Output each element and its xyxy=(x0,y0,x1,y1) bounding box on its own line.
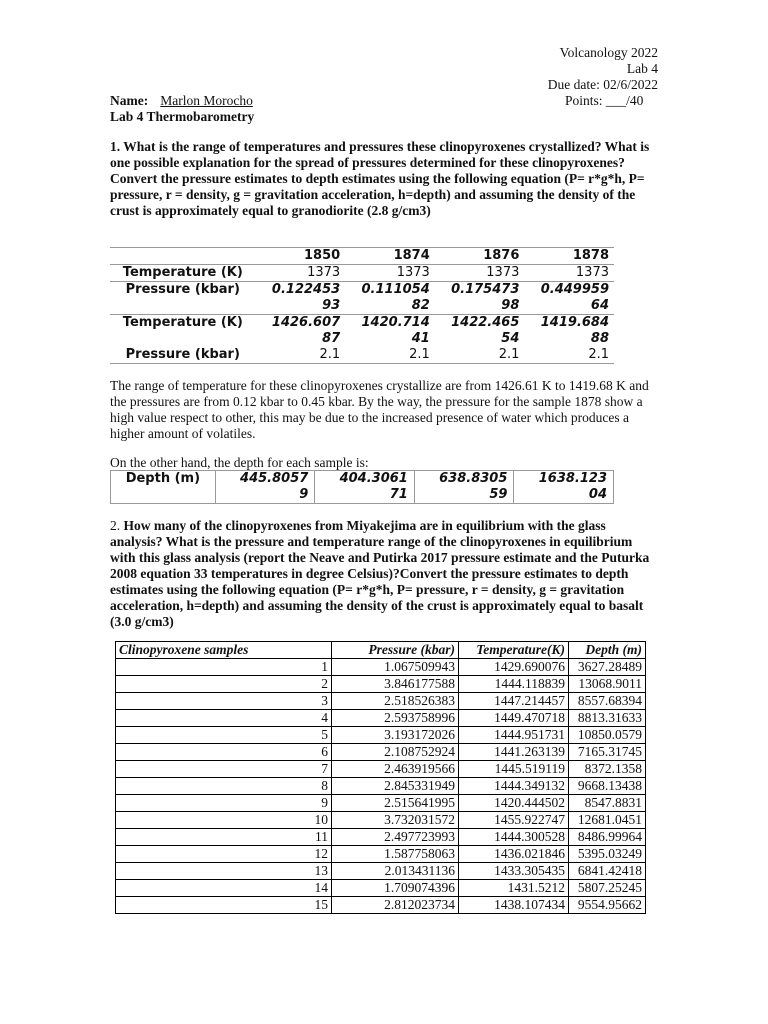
table-header-row xyxy=(110,248,614,265)
table-cell: 5807.25245 xyxy=(569,880,646,897)
table-cell: 11 xyxy=(116,829,332,846)
row-label: Temperature (K) xyxy=(122,265,243,280)
table-cell: 1.067509943 xyxy=(332,659,459,676)
table-cell: 13068.9011 xyxy=(569,676,646,693)
name-label: Name: xyxy=(110,93,149,108)
row-label: Temperature (K) xyxy=(110,315,256,348)
table-cell: 1373 xyxy=(575,265,609,280)
table-row xyxy=(116,880,646,897)
name-line xyxy=(110,93,658,109)
table-row xyxy=(116,778,646,795)
table-cell: 1373 xyxy=(307,265,341,280)
table-cell: 1445.519119 xyxy=(459,761,569,778)
table-row xyxy=(116,795,646,812)
table-cell: 1638.12304 xyxy=(514,471,614,504)
column-header: Clinopyroxene samples xyxy=(116,642,332,659)
samples-table xyxy=(110,247,614,364)
sample-header: 1878 xyxy=(524,248,614,265)
table-cell: 3.732031572 xyxy=(332,812,459,829)
column-header: Pressure (kbar) xyxy=(332,642,459,659)
student-name: Marlon Morocho xyxy=(160,93,253,108)
table-cell: 2.593758996 xyxy=(332,710,459,727)
table-row xyxy=(110,315,614,348)
table-cell: 2.515641995 xyxy=(332,795,459,812)
depth-intro: On the other hand, the depth for each sample is: xyxy=(110,455,369,470)
table-cell: 12681.0451 xyxy=(569,812,646,829)
table-cell: 1444.118839 xyxy=(459,676,569,693)
table-cell: 6 xyxy=(116,744,332,761)
table-cell: 2.1 xyxy=(345,347,435,364)
lab-number: Lab 4 xyxy=(626,61,658,76)
clinopyroxene-table xyxy=(115,641,646,914)
table-cell: 3627.28489 xyxy=(569,659,646,676)
table-row xyxy=(116,744,646,761)
table-cell: 1422.46554 xyxy=(435,315,525,348)
table-cell: 8813.31633 xyxy=(569,710,646,727)
table-cell: 1429.690076 xyxy=(459,659,569,676)
table-cell: 0.17547398 xyxy=(435,282,525,315)
table-cell: 1444.951731 xyxy=(459,727,569,744)
table-cell: 2.1 xyxy=(435,347,525,364)
table-cell: 2.013431136 xyxy=(332,863,459,880)
table-cell: 8 xyxy=(116,778,332,795)
answer-1: The range of temperature for these clinopyroxenes crystallize are from 1426.61 K to 1419.68 K and the pressures are from 0.12 kbar to 0.45 kbar. By the way, the pressure for the sample 1878 show a high value respect to other, this may be due to the increased presence of water which produces a higher amount of volatiles. xyxy=(110,378,649,441)
table-row xyxy=(111,471,614,504)
question-1: 1. What is the range of temperatures and pressures these clinopyroxenes crystallized? What is one possible explanation for the spread of pressures determined for these clinopyroxenes? Convert the pressure estimates to depth estimates using the following equation (P= r*g*h, P= pressure, r = density, g = gravitation acceleration, h=depth) and assuming the density of the crust is approximately equal to granodiorite (2.8 g/cm3) xyxy=(110,139,650,218)
table-cell: 8486.99964 xyxy=(569,829,646,846)
table-cell: 2.497723993 xyxy=(332,829,459,846)
sample-header: 1850 xyxy=(256,248,346,265)
table-row xyxy=(110,282,614,315)
table-cell: 7165.31745 xyxy=(569,744,646,761)
table-cell: 1 xyxy=(116,659,332,676)
table-row xyxy=(110,347,614,364)
table-cell: 3 xyxy=(116,693,332,710)
table-cell: 1426.60787 xyxy=(256,315,346,348)
table-cell: 1.587758063 xyxy=(332,846,459,863)
table-cell: 1444.300528 xyxy=(459,829,569,846)
points: Points: ___/40 xyxy=(565,93,644,108)
lab-title: Lab 4 Thermobarometry xyxy=(110,109,255,124)
table-cell: 2.845331949 xyxy=(332,778,459,795)
table-row xyxy=(116,710,646,727)
table-cell: 1373 xyxy=(486,265,520,280)
table-cell: 1447.214457 xyxy=(459,693,569,710)
table-row xyxy=(116,727,646,744)
table-cell: 15 xyxy=(116,897,332,914)
table-cell: 0.44995964 xyxy=(524,282,614,315)
table-cell: 12 xyxy=(116,846,332,863)
table-cell: 2.463919566 xyxy=(332,761,459,778)
table-cell: 1441.263139 xyxy=(459,744,569,761)
table-cell: 2.1 xyxy=(524,347,614,364)
table-cell: 445.80579 xyxy=(215,471,315,504)
depth-table xyxy=(110,470,614,504)
table-cell: 5395.03249 xyxy=(569,846,646,863)
table-header-row xyxy=(116,642,646,659)
table-cell: 1449.470718 xyxy=(459,710,569,727)
row-label: Pressure (kbar) xyxy=(110,282,256,315)
table-cell: 404.306171 xyxy=(315,471,415,504)
table-cell: 9668.13438 xyxy=(569,778,646,795)
table-row xyxy=(116,659,646,676)
table-cell: 3.193172026 xyxy=(332,727,459,744)
column-header: Temperature(K) xyxy=(459,642,569,659)
table-cell: 1373 xyxy=(396,265,430,280)
table-row xyxy=(116,829,646,846)
sample-header: 1874 xyxy=(345,248,435,265)
table-cell: 2.812023734 xyxy=(332,897,459,914)
row-label: Pressure (kbar) xyxy=(110,347,256,364)
table-header-cell xyxy=(110,248,256,265)
table-body xyxy=(116,659,646,914)
table-cell: 2.518526383 xyxy=(332,693,459,710)
row-label: Depth (m) xyxy=(111,471,216,504)
table-cell: 1.709074396 xyxy=(332,880,459,897)
table-cell: 638.830559 xyxy=(414,471,514,504)
table-cell: 1436.021846 xyxy=(459,846,569,863)
table-cell: 1444.349132 xyxy=(459,778,569,795)
table-cell: 1419.68488 xyxy=(524,315,614,348)
table-row xyxy=(116,897,646,914)
table-cell: 14 xyxy=(116,880,332,897)
table-row xyxy=(116,761,646,778)
table-cell: 6841.42418 xyxy=(569,863,646,880)
table-cell: 10850.0579 xyxy=(569,727,646,744)
table-cell: 13 xyxy=(116,863,332,880)
table-cell: 2.1 xyxy=(256,347,346,364)
table-row xyxy=(116,676,646,693)
table-cell: 8557.68394 xyxy=(569,693,646,710)
table-cell: 5 xyxy=(116,727,332,744)
table-row xyxy=(110,265,614,282)
table-cell: 4 xyxy=(116,710,332,727)
table-cell: 2.108752924 xyxy=(332,744,459,761)
table-cell: 10 xyxy=(116,812,332,829)
table-cell: 9 xyxy=(116,795,332,812)
table-row xyxy=(116,693,646,710)
course-title: Volcanology 2022 xyxy=(559,45,658,60)
table-cell: 3.846177588 xyxy=(332,676,459,693)
sample-header: 1876 xyxy=(435,248,525,265)
question-2: 2. How many of the clinopyroxenes from Miyakejima are in equilibrium with the glass analysis? What is the pressure and temperature range of the clinopyroxenes in equilibrium with this glass analysis (report the Neave and Putirka 2017 pressure estimate and the Puturka 2008 equation 33 temperatures in degree Celsius)?Convert the pressure estimates to depth estimates using the following equation (P= r*g*h, P= pressure, r = density, g = gravitation acceleration, h=depth) and assuming the density of the crust is approximately equal to basalt (3.0 g/cm3) xyxy=(110,518,650,629)
table-cell: 0.12245393 xyxy=(256,282,346,315)
column-header: Depth (m) xyxy=(569,642,646,659)
table-cell: 1455.922747 xyxy=(459,812,569,829)
table-row xyxy=(116,812,646,829)
table-cell: 2 xyxy=(116,676,332,693)
due-date: Due date: 02/6/2022 xyxy=(547,77,658,92)
table-cell: 1433.305435 xyxy=(459,863,569,880)
table-cell: 1420.71441 xyxy=(345,315,435,348)
table-cell: 1438.107434 xyxy=(459,897,569,914)
table-cell: 8372.1358 xyxy=(569,761,646,778)
table-cell: 1431.5212 xyxy=(459,880,569,897)
table-row xyxy=(116,846,646,863)
table-cell: 7 xyxy=(116,761,332,778)
table-row xyxy=(116,863,646,880)
table-cell: 0.11105482 xyxy=(345,282,435,315)
table-cell: 8547.8831 xyxy=(569,795,646,812)
table-cell: 9554.95662 xyxy=(569,897,646,914)
table-cell: 1420.444502 xyxy=(459,795,569,812)
